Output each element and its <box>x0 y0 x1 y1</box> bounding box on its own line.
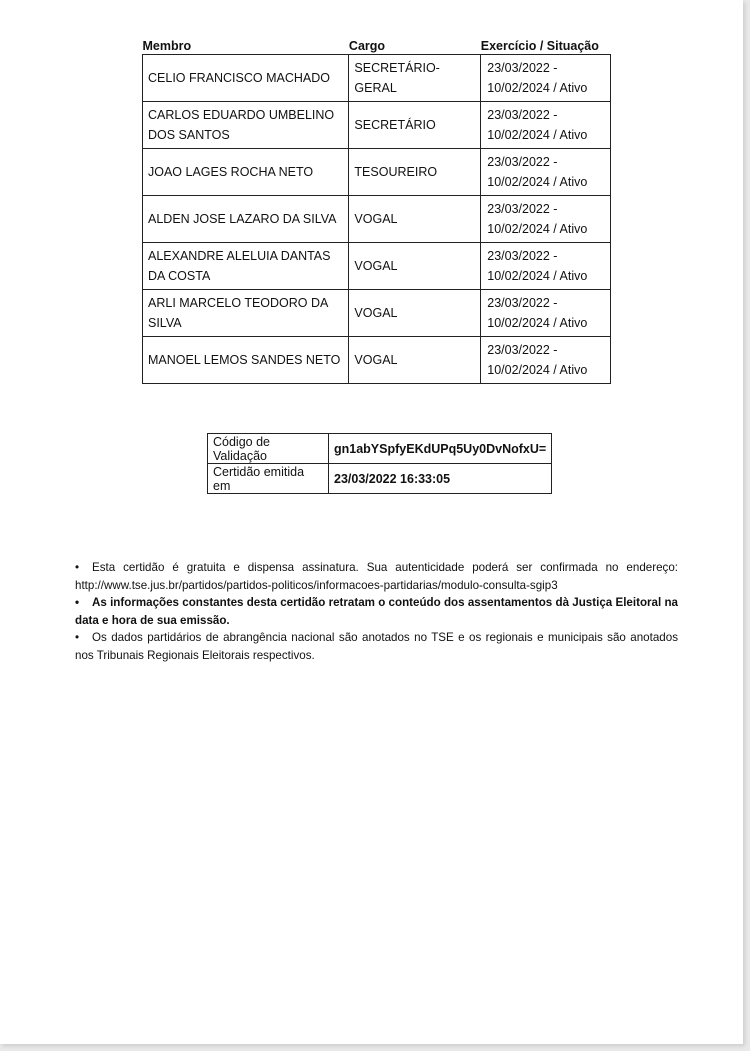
notes-section <box>75 559 678 665</box>
table-row <box>143 55 611 102</box>
member-name-cell: JOAO LAGES ROCHA NETO <box>143 149 349 196</box>
member-name-cell: ARLI MARCELO TEODORO DA SILVA <box>143 290 349 337</box>
validation-code-value: gn1abYSpfyEKdUPq5Uy0DvNofxU= <box>329 434 552 464</box>
member-role-cell: VOGAL <box>349 196 481 243</box>
table-row <box>143 102 611 149</box>
issued-at-label: Certidão emitida em <box>208 464 329 494</box>
header-cargo: Cargo <box>349 36 481 55</box>
validation-code-label: Código de Validação <box>208 434 329 464</box>
member-name-cell: CELIO FRANCISCO MACHADO <box>143 55 349 102</box>
member-role-cell: VOGAL <box>349 337 481 384</box>
note-party-data-text: Os dados partidários de abrangência nacional são anotados no TSE e os regionais e municipais são anotados nos Tribunais Regionais Eleitorais respectivos. <box>75 631 678 662</box>
member-role-cell: VOGAL <box>349 290 481 337</box>
member-name-cell: ALDEN JOSE LAZARO DA SILVA <box>143 196 349 243</box>
member-name-cell: ALEXANDRE ALELUIA DANTAS DA COSTA <box>143 243 349 290</box>
table-row <box>143 196 611 243</box>
member-term-cell: 23/03/2022 - 10/02/2024 / Ativo <box>481 102 611 149</box>
table-row <box>143 149 611 196</box>
member-term-cell: 23/03/2022 - 10/02/2024 / Ativo <box>481 243 611 290</box>
header-exercicio: Exercício / Situação <box>481 36 611 55</box>
members-table-header <box>143 36 611 55</box>
issued-at-value: 23/03/2022 16:33:05 <box>329 464 552 494</box>
member-term-cell: 23/03/2022 - 10/02/2024 / Ativo <box>481 55 611 102</box>
member-role-cell: SECRETÁRIO <box>349 102 481 149</box>
validation-table <box>207 433 552 494</box>
member-term-cell: 23/03/2022 - 10/02/2024 / Ativo <box>481 196 611 243</box>
note-free-certificate-text: Esta certidão é gratuita e dispensa assinatura. Sua autenticidade poderá ser confirmada no endereço: http://www.tse.jus.br/partidos/partidos-politicos/informacoes-partidarias/modulo-consulta-sgip3 <box>75 561 678 592</box>
bullet-icon: • <box>75 561 80 574</box>
validation-code-row <box>208 434 552 464</box>
issued-at-row <box>208 464 552 494</box>
members-table-body <box>143 55 611 384</box>
members-table <box>142 36 611 384</box>
table-row <box>143 290 611 337</box>
member-term-cell: 23/03/2022 - 10/02/2024 / Ativo <box>481 149 611 196</box>
member-role-cell: TESOUREIRO <box>349 149 481 196</box>
member-name-cell: MANOEL LEMOS SANDES NETO <box>143 337 349 384</box>
member-role-cell: SECRETÁRIO- GERAL <box>349 55 481 102</box>
table-row <box>143 243 611 290</box>
table-row <box>143 337 611 384</box>
note-contents-text: As informações constantes desta certidão retratam o conteúdo dos assentamentos dà Justiça Eleitoral na data e hora de sua emissão. <box>75 596 678 627</box>
bullet-icon: • <box>75 596 80 610</box>
note-contents <box>75 594 678 629</box>
member-role-cell: VOGAL <box>349 243 481 290</box>
bullet-icon: • <box>75 631 80 645</box>
member-term-cell: 23/03/2022 - 10/02/2024 / Ativo <box>481 290 611 337</box>
note-party-data <box>75 629 678 664</box>
header-membro: Membro <box>143 36 349 55</box>
member-term-cell: 23/03/2022 - 10/02/2024 / Ativo <box>481 337 611 384</box>
member-name-cell: CARLOS EDUARDO UMBELINO DOS SANTOS <box>143 102 349 149</box>
note-free-certificate <box>75 559 678 594</box>
